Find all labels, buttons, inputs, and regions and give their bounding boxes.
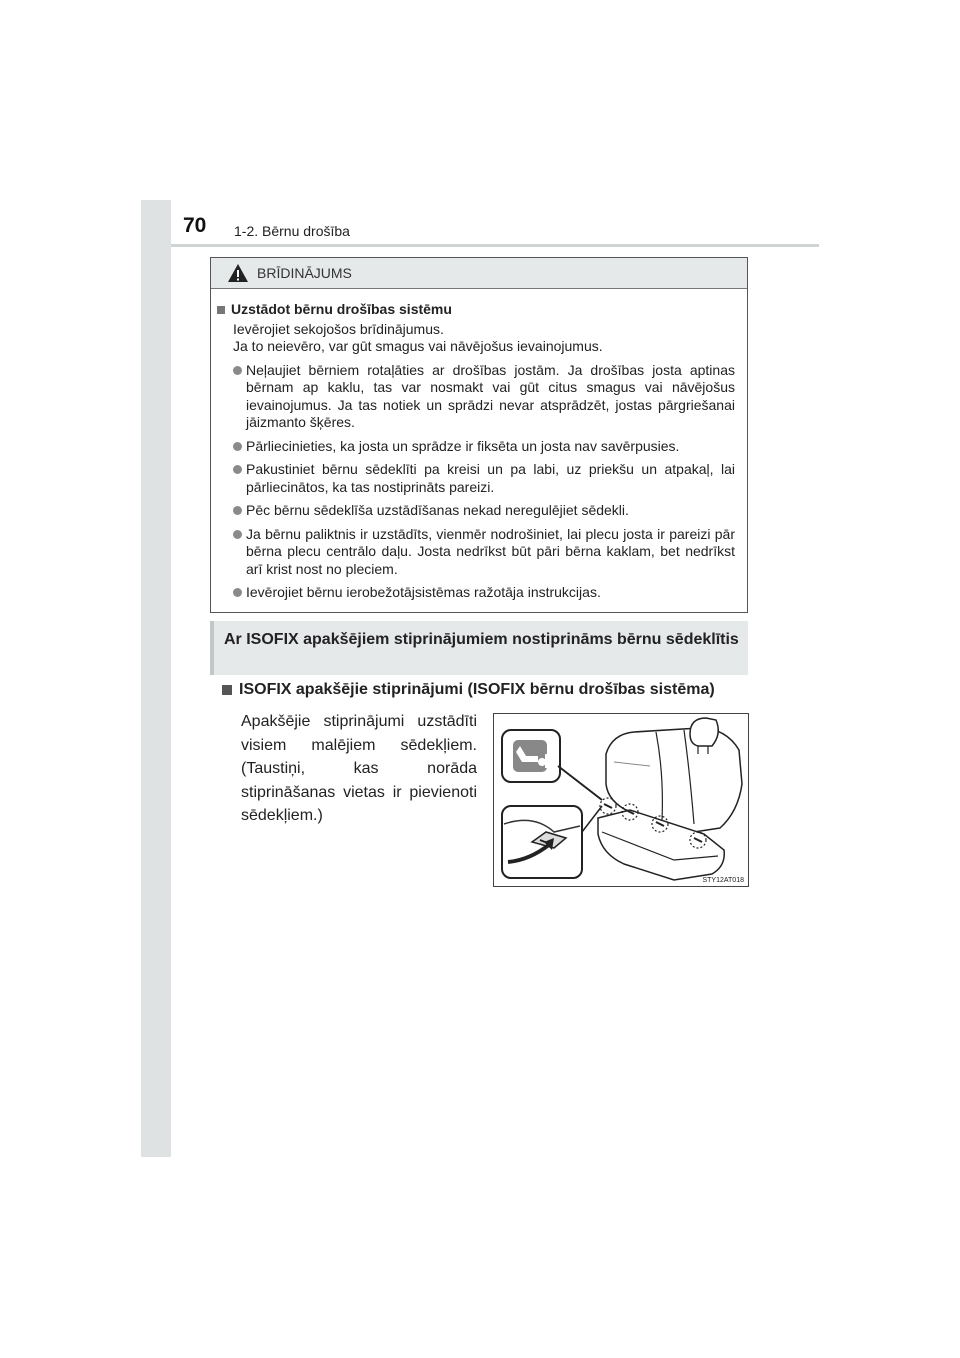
square-bullet-icon	[217, 306, 225, 314]
isofix-seat-illustration	[493, 713, 749, 887]
warning-box	[210, 257, 748, 613]
chapter-title: 1-2. Bērnu drošība	[234, 223, 350, 239]
warning-subheading: Uzstādot bērnu drošības sistēmu	[217, 301, 735, 319]
page-number: 70	[183, 214, 207, 237]
isofix-subheading: ISOFIX apakšējie stiprinājumi (ISOFIX bērnu drošības sistēma)	[222, 681, 715, 699]
warning-header	[211, 258, 747, 289]
warning-intro-1: Ievērojiet sekojošos brīdinājumus.	[233, 320, 444, 337]
warning-body	[211, 289, 747, 602]
bullet-dot-icon	[233, 465, 242, 474]
square-bullet-icon	[222, 685, 232, 695]
warning-bullet: Pakustiniet bērnu sēdeklīti pa kreisi un pa labi, uz priekšu un atpakaļ, lai pārliecinātos, ka tas nostiprināts pareizi.	[217, 461, 735, 496]
header-divider	[171, 244, 819, 247]
section-title: Ar ISOFIX apakšējiem stiprinājumiem nostiprināms bērnu sēdeklītis	[224, 631, 739, 648]
warning-bullet: Neļaujiet bērniem rotaļāties ar drošības jostām. Ja drošības josta aptinas bērnam ap kaklu, tas var nosmakt vai gūt citus smagus vai nāvējošus ievainojumus. Ja tas notiek un sprādzi nevar atsprādzēt, jostas pārgriešanai jāizmanto šķēres.	[217, 362, 735, 432]
bullet-dot-icon	[233, 366, 242, 375]
warning-title: BRĪDINĀJUMS	[257, 265, 352, 281]
bullet-dot-icon	[233, 506, 242, 515]
warning-bullet: Pēc bērnu sēdeklīša uzstādīšanas nekad neregulējiet sēdekli.	[217, 502, 735, 520]
section-heading-box	[210, 621, 748, 675]
bullet-dot-icon	[233, 530, 242, 539]
warning-bullet: Ievērojiet bērnu ierobežotājsistēmas ražotāja instrukcijas.	[217, 584, 735, 602]
figure-code: STY12AT018	[702, 877, 744, 884]
warning-bullet: Ja bērnu paliktnis ir uzstādīts, vienmēr nodrošiniet, lai plecu josta ir pareizi pār bērna plecu centrālo daļu. Josta nedrīkst būt pāri bērna kaklam, bet nedrīkst arī krist nost no pleciem.	[217, 526, 735, 579]
rear-seat-diagram	[494, 714, 749, 887]
isofix-paragraph: Apakšējie stiprinājumi uzstādīti visiem malējiem sēdekļiem. (Taustiņi, kas norāda stiprināšanas vietas ir pievienoti sēdekļiem.)	[241, 713, 477, 824]
warning-intro-2: Ja to neievēro, var gūt smagus vai nāvējošus ievainojumus.	[233, 338, 603, 354]
warning-bullet: Pārliecinieties, ka josta un sprādze ir fiksēta un josta nav savērpusies.	[217, 438, 735, 456]
side-strip	[141, 200, 171, 1157]
bullet-dot-icon	[233, 442, 242, 451]
warning-icon	[227, 263, 249, 283]
bullet-dot-icon	[233, 588, 242, 597]
